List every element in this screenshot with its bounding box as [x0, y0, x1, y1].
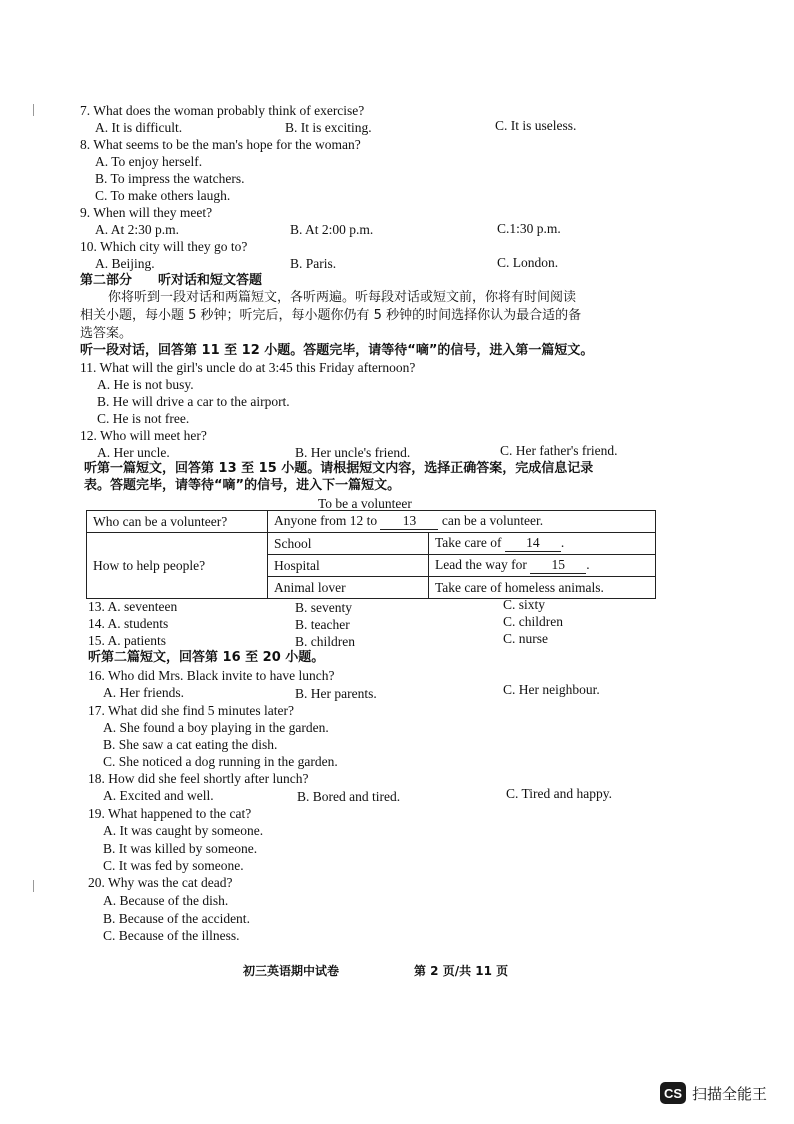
option-b: B. Bored and tired. [297, 789, 401, 804]
cell-text: can be a volunteer. [441, 513, 544, 528]
option-b: B. children [295, 634, 355, 649]
cell-text: Lead the way for [435, 557, 527, 572]
option-b: B. Paris. [290, 256, 337, 271]
option-c: C. It was fed by someone. [103, 858, 244, 873]
question-stem: 10. Which city will they go to? [80, 239, 248, 254]
cell-text: Take care of [435, 535, 502, 550]
option-a: A. Excited and well. [103, 788, 214, 803]
table-title: To be a volunteer [318, 496, 412, 511]
option-a: 14. A. students [88, 616, 169, 631]
table-cell: Lead the way for 15 . [429, 555, 656, 577]
option-c: C. children [503, 614, 563, 629]
question-stem: 20. Why was the cat dead? [88, 875, 233, 890]
question-stem: 7. What does the woman probably think of exercise? [80, 103, 365, 118]
option-b: B. teacher [295, 617, 350, 632]
option-a: A. Beijing. [95, 256, 155, 271]
option-a: A. Because of the dish. [103, 893, 229, 908]
question-stem: 9. When will they meet? [80, 205, 213, 220]
option-c: C. He is not free. [97, 411, 190, 426]
instruction-line: 相关小题，每小题 5 秒钟；听完后，每小题你仍有 5 秒钟的时间选择你认为最合适的备 [80, 308, 582, 323]
option-b: B. To impress the watchers. [95, 171, 245, 186]
option-a: A. At 2:30 p.m. [95, 222, 180, 237]
option-c: C. Because of the illness. [103, 928, 240, 943]
cell-text: Anyone from 12 to [274, 513, 378, 528]
option-c: C.1:30 p.m. [497, 221, 561, 236]
option-c: C. Her father's friend. [500, 443, 618, 458]
option-b: B. Her uncle's friend. [295, 445, 411, 460]
option-a: A. He is not busy. [97, 377, 194, 392]
question-stem: 8. What seems to be the man's hope for the woman? [80, 137, 361, 152]
option-c: C. London. [497, 255, 559, 270]
option-a: A. She found a boy playing in the garden. [103, 720, 329, 735]
table-label-cell: How to help people? [87, 533, 268, 599]
instruction-line: 你将听到一段对话和两篇短文，各听两遍。听每段对话或短文前，你将有时间阅读 [108, 290, 577, 305]
blank-14: 14 [505, 535, 561, 552]
table-cell [268, 511, 656, 533]
scan-margin-mark [33, 880, 34, 892]
table-cell: Take care of 14 . [429, 533, 656, 555]
passage1-instruction: 表。答题完毕，请等待“嘀”的信号，进入下一篇短文。 [84, 478, 401, 493]
option-c: C. It is useless. [495, 118, 577, 133]
watermark-text: 扫描全能王 [692, 1084, 768, 1103]
footer-exam-name: 初三英语期中试卷 [243, 964, 340, 978]
table-label-cell: Who can be a volunteer? [87, 511, 268, 533]
option-b: B. It was killed by someone. [103, 841, 258, 856]
dialogue-instruction: 听一段对话，回答第 11 至 12 小题。答题完毕，请等待“嘀”的信号，进入第一篇短文。 [80, 343, 594, 358]
option-a: A. It was caught by someone. [103, 823, 264, 838]
question-stem: 12. Who will meet her? [80, 428, 207, 443]
question-stem: 18. How did she feel shortly after lunch? [88, 771, 309, 786]
option-b: B. Because of the accident. [103, 911, 250, 926]
question-stem: 16. Who did Mrs. Black invite to have lunch? [88, 668, 335, 683]
option-a: A. Her uncle. [97, 445, 170, 460]
option-a: A. It is difficult. [95, 120, 183, 135]
scan-margin-mark [33, 104, 34, 116]
section-heading: 第二部分 听对话和短文答题 [80, 273, 263, 288]
question-stem: 17. What did she find 5 minutes later? [88, 703, 294, 718]
table-cell: Take care of homeless animals. [429, 577, 656, 599]
option-b: B. He will drive a car to the airport. [97, 394, 290, 409]
option-b: B. She saw a cat eating the dish. [103, 737, 278, 752]
option-c: C. She noticed a dog running in the garden. [103, 754, 338, 769]
passage2-instruction: 听第二篇短文，回答第 16 至 20 小题。 [88, 650, 325, 665]
option-c: C. Her neighbour. [503, 682, 600, 697]
option-a: A. To enjoy herself. [95, 154, 203, 169]
option-a: 13. A. seventeen [88, 599, 178, 614]
volunteer-info-table [86, 510, 656, 599]
question-stem: 11. What will the girl's uncle do at 3:45 this Friday afternoon? [80, 360, 416, 375]
instruction-line: 选答案。 [80, 326, 133, 341]
blank-13: 13 [380, 513, 438, 530]
option-c: C. Tired and happy. [506, 786, 613, 801]
option-c: C. To make others laugh. [95, 188, 231, 203]
option-b: B. At 2:00 p.m. [290, 222, 374, 237]
camscanner-logo-icon: CS [660, 1082, 686, 1104]
table-cell: Hospital [268, 555, 429, 577]
option-b: B. It is exciting. [285, 120, 372, 135]
table-cell: School [268, 533, 429, 555]
option-c: C. sixty [503, 597, 546, 612]
footer-page-info: 第 2 页/共 11 页 [414, 964, 509, 978]
question-stem: 19. What happened to the cat? [88, 806, 252, 821]
option-c: C. nurse [503, 631, 548, 646]
table-cell: Animal lover [268, 577, 429, 599]
option-b: B. seventy [295, 600, 352, 615]
option-a: A. Her friends. [103, 685, 184, 700]
passage1-instruction: 听第一篇短文，回答第 13 至 15 小题。请根据短文内容，选择正确答案，完成信息记录 [84, 461, 594, 476]
blank-15: 15 [530, 557, 586, 574]
option-a: 15. A. patients [88, 633, 166, 648]
option-b: B. Her parents. [295, 686, 377, 701]
scanner-watermark [660, 1082, 767, 1104]
